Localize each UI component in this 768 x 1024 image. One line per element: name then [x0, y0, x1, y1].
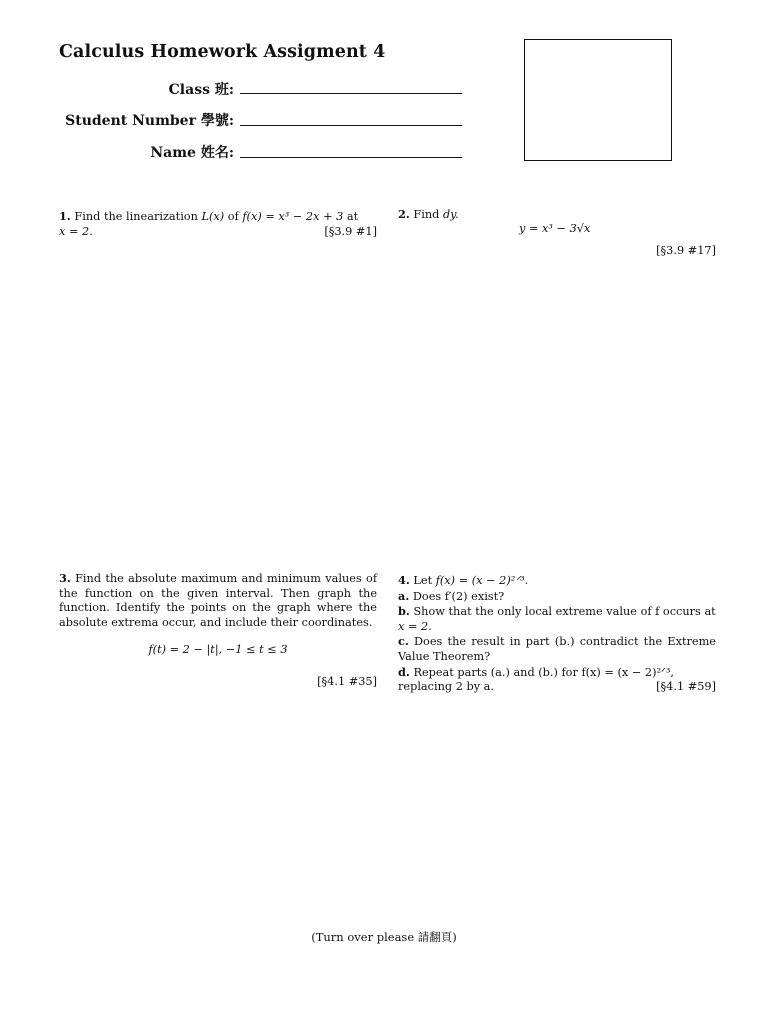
problem-4-intro	[398, 573, 716, 589]
problem-3-formula-text: f(t) = 2 − |t|, −1 ≤ t ≤ 3	[148, 643, 288, 656]
problem-1-line-1	[59, 209, 377, 225]
problem-1-line-2	[59, 225, 377, 240]
problem-4-number: 4.	[398, 573, 410, 587]
problem-1-math-a: L(x)	[201, 210, 225, 223]
problem-3	[59, 571, 377, 630]
class-field-line[interactable]	[240, 93, 462, 94]
class-label: Class 班:	[168, 82, 234, 98]
problem-4-part-a	[398, 589, 716, 605]
problem-1-text-a: Find the linearization	[74, 210, 202, 223]
problem-3-text: Find the absolute maximum and minimum values of the function on the given interval. Then graph the function. Identify the points on the graph where the absolute extrema occur, and include their coordinates.	[59, 572, 377, 629]
problem-2-formula-text: y = x³ − 3√x	[519, 222, 591, 235]
page-title: Calculus Homework Assigment 4	[59, 42, 386, 62]
problem-4	[398, 573, 716, 695]
problem-2-text: Find	[413, 208, 443, 221]
problem-1-text-b: of	[224, 210, 243, 223]
problem-4-intro-text: Let	[413, 574, 436, 587]
problem-4-intro-math: f(x) = (x − 2)²ᐟ³.	[435, 574, 529, 587]
problem-2-number: 2.	[398, 207, 410, 221]
problem-4-reference: [§4.1 #59]	[656, 680, 716, 694]
problem-4-part-d-text-2: replacing 2 by a.	[398, 680, 495, 694]
problem-2-math: dy.	[442, 208, 459, 221]
problem-4-part-d-text: Repeat parts (a.) and (b.) for f(x) = (x − 2)²ᐟ³,	[413, 665, 674, 679]
grade-box	[524, 39, 672, 161]
student-number-label: Student Number 學號:	[65, 113, 234, 129]
problem-4-part-b-text: Show that the only local extreme value of f occurs at	[413, 605, 716, 619]
problem-4-part-c-text: Does the result in part (b.) contradict the Extreme Value Theorem?	[398, 635, 716, 663]
problem-3-formula	[59, 643, 377, 658]
problem-3-number: 3.	[59, 571, 71, 585]
name-field-line[interactable]	[240, 157, 462, 158]
turn-over-footer: (Turn over please 請翻頁)	[311, 930, 457, 944]
problem-1	[59, 209, 377, 240]
problem-1-number: 1.	[59, 209, 71, 223]
problem-1-math-b: f(x) = x³ − 2x + 3	[242, 210, 344, 223]
problem-2	[398, 207, 716, 223]
problem-4-part-c-label: c.	[398, 634, 409, 649]
problem-4-part-a-text: Does f′(2) exist?	[412, 589, 505, 603]
problem-3-reference: [§4.1 #35]	[317, 675, 377, 688]
problem-1-reference: [§3.9 #1]	[324, 224, 377, 238]
student-number-field-line[interactable]	[240, 125, 462, 126]
problem-4-part-b	[398, 604, 716, 634]
problem-4-part-b-text-2: x = 2.	[398, 619, 432, 633]
problem-4-part-b-label: b.	[398, 604, 410, 619]
problem-2-reference: [§3.9 #17]	[656, 244, 716, 257]
problem-2-formula	[519, 222, 590, 237]
problem-4-part-d	[398, 665, 716, 696]
problem-1-math-c: x = 2.	[59, 224, 93, 238]
problem-4-part-d-label: d.	[398, 664, 410, 679]
name-label: Name 姓名:	[150, 145, 234, 161]
problem-4-part-a-label: a.	[398, 588, 410, 603]
problem-4-part-c	[398, 634, 716, 664]
problem-1-text-c: at	[343, 210, 359, 223]
